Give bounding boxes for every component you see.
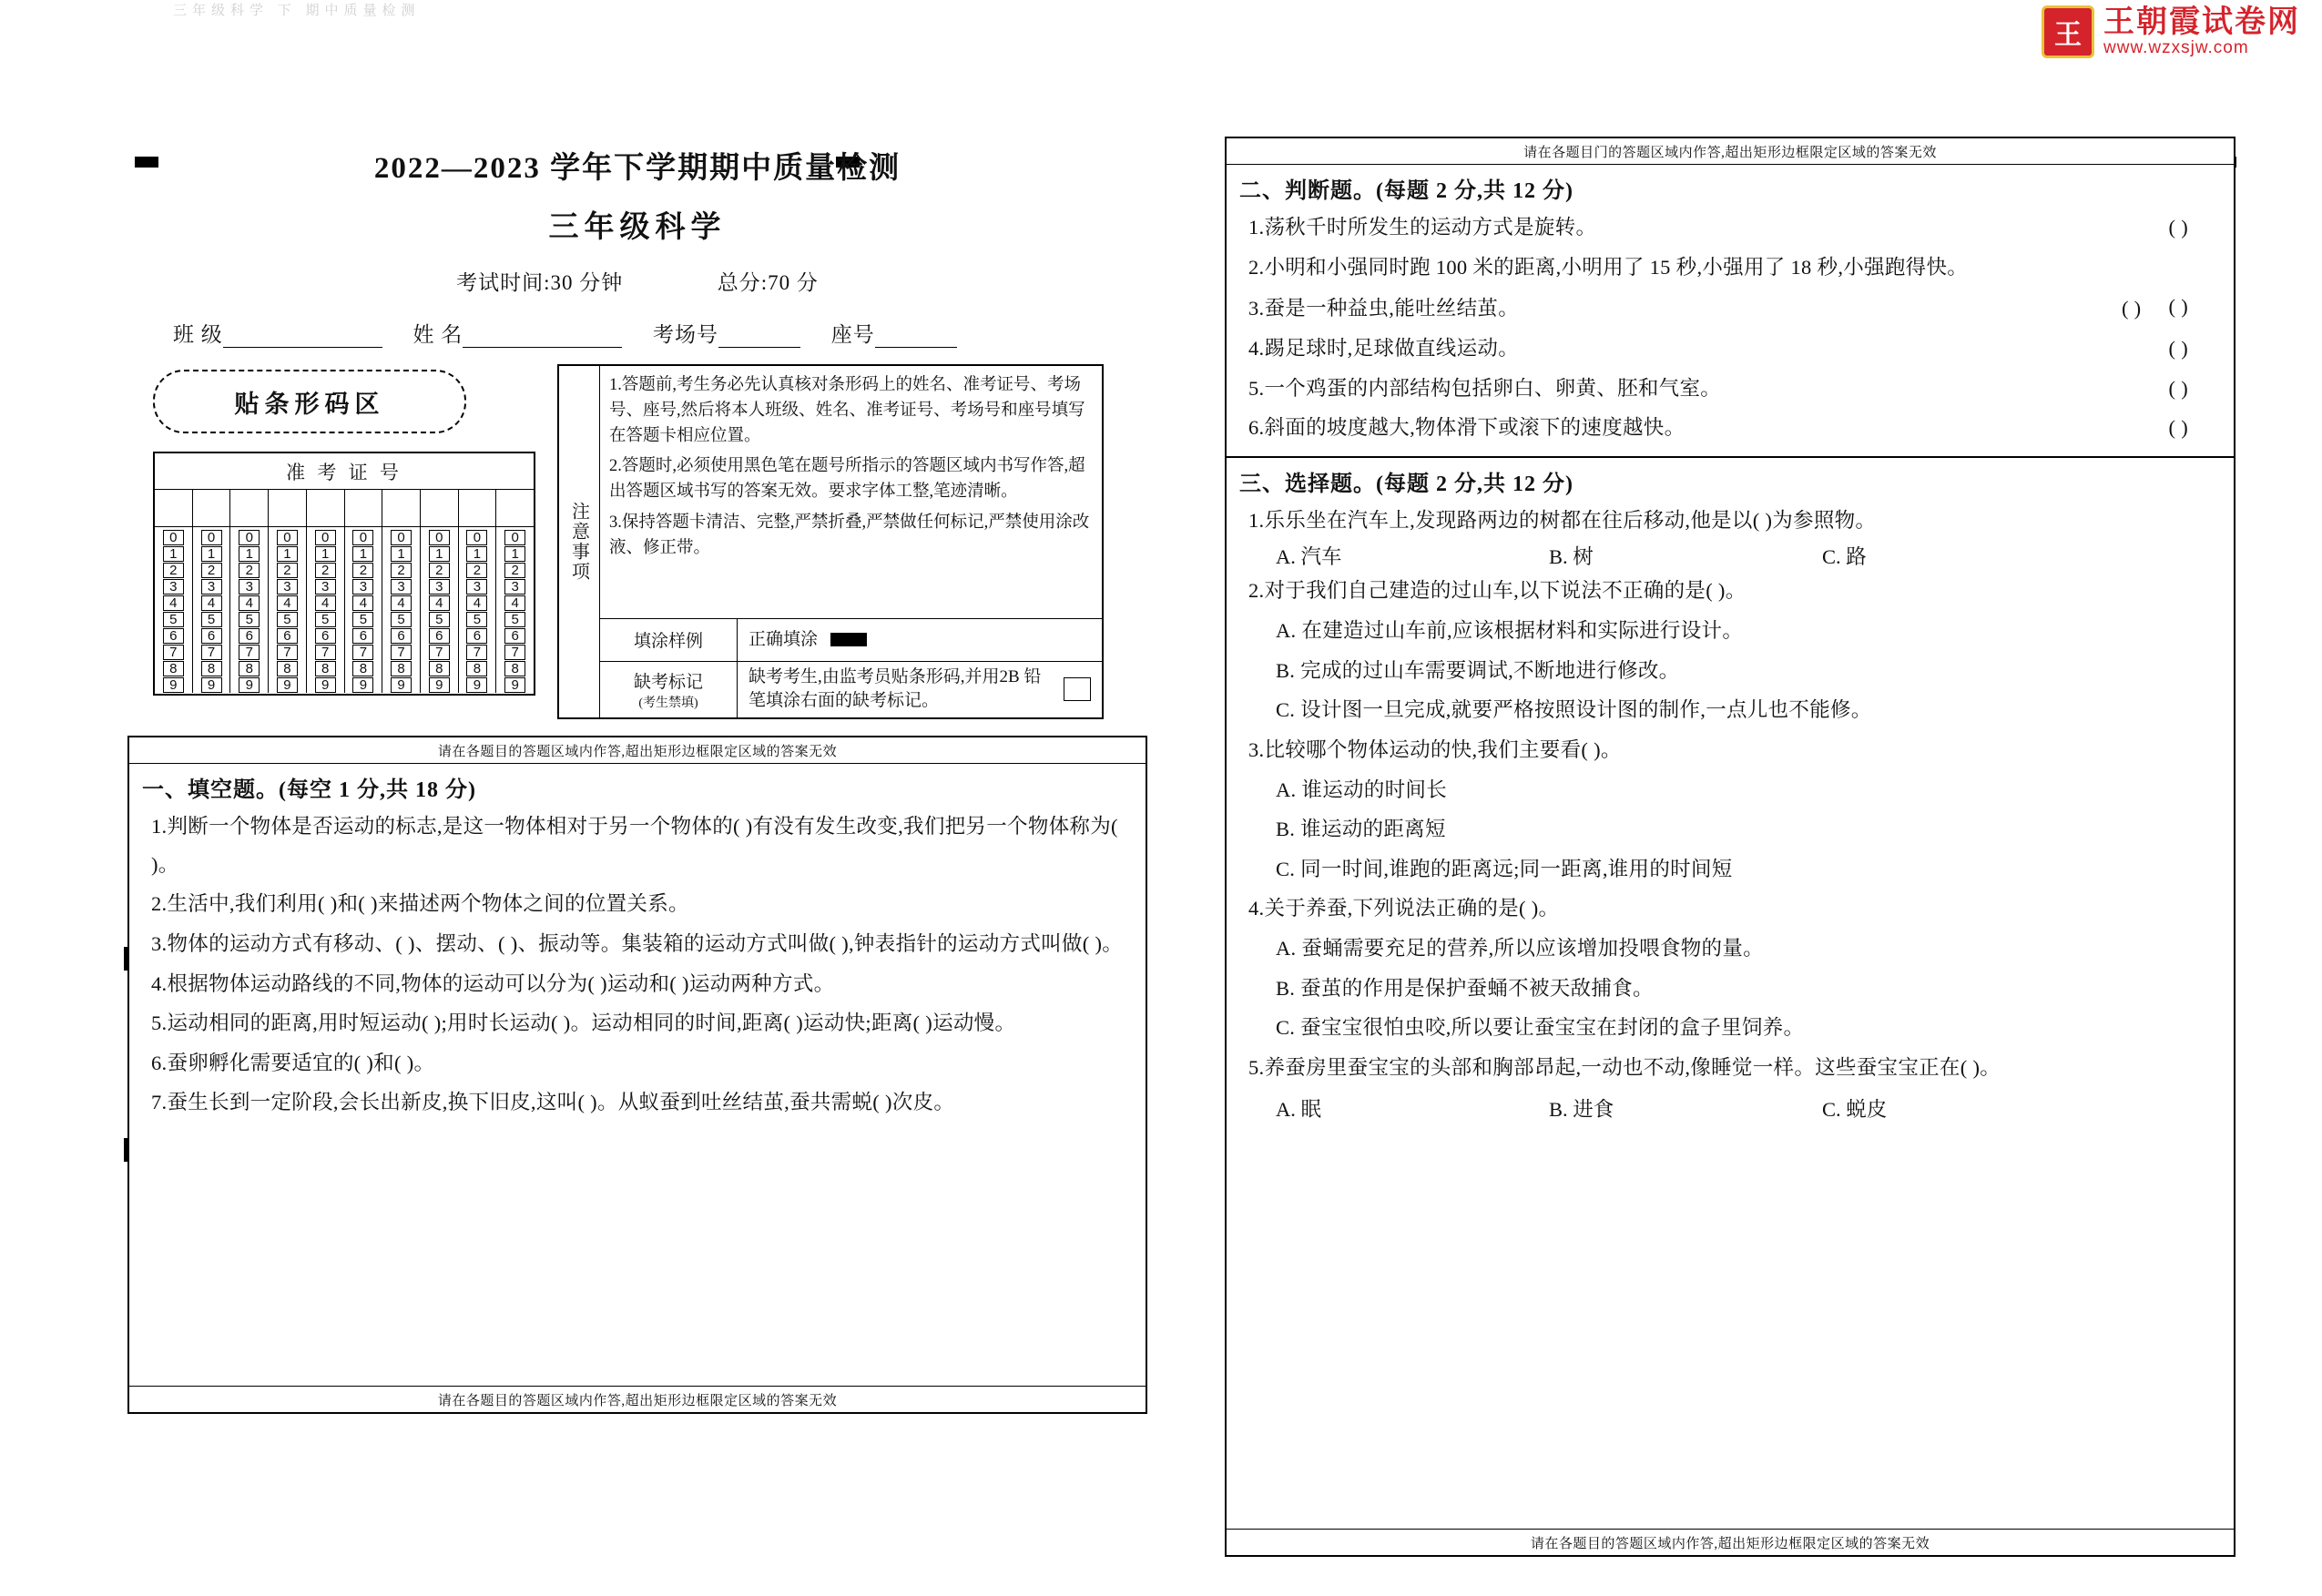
- section1-question: 2.生活中,我们利用( )和( )来描述两个物体之间的位置关系。: [151, 892, 689, 916]
- section2-answer-paren[interactable]: ( ): [2121, 297, 2142, 320]
- admission-digit-cell[interactable]: [269, 490, 307, 526]
- admission-digit-cell[interactable]: [230, 490, 269, 526]
- option[interactable]: A. 谁运动的时间长: [1276, 778, 1447, 801]
- section2-question-text: 6.斜面的坡度越大,物体滑下或滚下的速度越快。: [1248, 416, 1685, 440]
- fill-sample-value: [738, 619, 1102, 661]
- exam-duration: 考试时间:30 分钟: [456, 271, 624, 294]
- admission-bubble[interactable]: 7: [429, 645, 450, 660]
- field-input-seat[interactable]: [875, 323, 957, 348]
- admission-bubble[interactable]: 3: [352, 579, 373, 595]
- admission-bubble[interactable]: 4: [391, 595, 412, 611]
- admission-bubble[interactable]: 6: [391, 628, 412, 644]
- section2-question: [1227, 408, 2234, 456]
- field-input-class[interactable]: [223, 323, 382, 348]
- section2-question: [1227, 208, 2234, 248]
- option[interactable]: C. 设计图一旦完成,就要严格按照设计图的制作,一点儿也不能修。: [1276, 698, 1872, 722]
- admission-bubble[interactable]: 8: [201, 661, 222, 676]
- absent-label-sub: (考生禁填): [638, 696, 698, 710]
- section3-question-stem: 1.乐乐坐在汽车上,发现路两边的树都在往后移动,他是以( )为参照物。: [1248, 508, 1877, 532]
- admission-bubble[interactable]: 6: [163, 628, 184, 644]
- admission-bubble[interactable]: 9: [315, 677, 336, 693]
- admission-bubble[interactable]: 3: [504, 579, 525, 595]
- section3-heading: 三、选择题。(每题 2 分,共 12 分): [1239, 472, 1573, 496]
- admission-bubble[interactable]: 5: [429, 612, 450, 627]
- admission-bubble[interactable]: 3: [466, 579, 487, 595]
- subject-title: 三年级科学: [548, 211, 727, 244]
- faint-header-text: 三年级科学 下 期中质量检测: [173, 4, 421, 18]
- admission-bubble[interactable]: 1: [277, 546, 298, 562]
- notice-item: 1.答题前,考生务必先认真核对条形码上的姓名、准考证号、考场号、座号,然后将本人班级、姓名、准考证号、考场号和座号填写在答题卡相应位置。: [609, 376, 1085, 445]
- field-label-class: 班 级: [173, 323, 223, 346]
- option[interactable]: A. 汽车: [1276, 545, 1342, 569]
- section2-question-text: 4.踢足球时,足球做直线运动。: [1248, 336, 1520, 360]
- fill-sample-text: 正确填涂: [749, 629, 819, 649]
- admission-bubble[interactable]: 1: [504, 546, 525, 562]
- right-answer-box: [1225, 137, 2235, 1557]
- admission-bubble[interactable]: 0: [163, 530, 184, 545]
- admission-bubble[interactable]: 2: [352, 563, 373, 578]
- admission-bubble[interactable]: 8: [239, 661, 260, 676]
- option[interactable]: B. 树: [1549, 545, 1594, 569]
- section2-answer-paren[interactable]: ( ): [2168, 416, 2188, 440]
- admission-bubble[interactable]: 7: [201, 645, 222, 660]
- section3-question-stem: 2.对于我们自己建造的过山车,以下说法不正确的是( )。: [1248, 579, 1747, 603]
- option[interactable]: C. 蚕宝宝很怕虫咬,所以要让蚕宝宝在封闭的盒子里饲养。: [1276, 1016, 1805, 1040]
- section1-heading: 一、填空题。(每空 1 分,共 18 分): [142, 778, 476, 802]
- instruction-strip-bottom-right: 请在各题目的答题区域内作答,超出矩形边框限定区域的答案无效: [1227, 1529, 2234, 1555]
- admission-bubble[interactable]: 9: [201, 677, 222, 693]
- absent-label-text: 缺考标记: [633, 672, 703, 692]
- admission-digit-cell[interactable]: [193, 490, 231, 526]
- option[interactable]: C. 路: [1822, 545, 1867, 569]
- section3-options: [1227, 1088, 2234, 1123]
- section2: [1227, 165, 2234, 456]
- option[interactable]: B. 进食: [1549, 1097, 1614, 1121]
- admission-bubble[interactable]: 6: [239, 628, 260, 644]
- barcode-area[interactable]: 贴条形码区: [153, 370, 466, 433]
- admission-bubble[interactable]: 5: [239, 612, 260, 627]
- section2-question: [1227, 289, 2234, 329]
- admission-bubble[interactable]: 9: [504, 677, 525, 693]
- admission-number-grid[interactable]: [153, 452, 535, 696]
- section3-options: [1227, 540, 2234, 571]
- admission-bubble-column[interactable]: [193, 527, 231, 693]
- admission-bubble[interactable]: 9: [466, 677, 487, 693]
- section2-question: [1227, 369, 2234, 409]
- option[interactable]: C. 同一时间,谁跑的距离远;同一距离,谁用的时间短: [1276, 857, 1733, 880]
- admission-bubble[interactable]: 0: [429, 530, 450, 545]
- admission-bubble[interactable]: 2: [201, 563, 222, 578]
- admission-bubble[interactable]: 3: [163, 579, 184, 595]
- notice-box: [557, 364, 1104, 719]
- admission-bubble[interactable]: 1: [429, 546, 450, 562]
- admission-bubble[interactable]: 7: [391, 645, 412, 660]
- field-label-room: 考场号: [653, 323, 718, 346]
- admission-bubble-column[interactable]: [155, 527, 193, 693]
- admission-bubble[interactable]: 5: [315, 612, 336, 627]
- admission-bubble[interactable]: 9: [239, 677, 260, 693]
- section2-question-text: 2.小明和小强同时跑 100 米的距离,小明用了 15 秒,小强用了 18 秒,小强跑得快。: [1248, 255, 1969, 279]
- admission-bubble[interactable]: 6: [429, 628, 450, 644]
- admission-number-title: 准 考 证 号: [155, 453, 534, 490]
- admission-bubble-column[interactable]: [269, 527, 307, 693]
- admission-bubble[interactable]: 3: [391, 579, 412, 595]
- admission-bubble[interactable]: 5: [201, 612, 222, 627]
- admission-bubble[interactable]: 0: [239, 530, 260, 545]
- admission-bubble[interactable]: 8: [504, 661, 525, 676]
- admission-bubble[interactable]: 8: [315, 661, 336, 676]
- option[interactable]: A. 眠: [1276, 1097, 1321, 1121]
- admission-bubble[interactable]: 1: [391, 546, 412, 562]
- absent-label: [600, 662, 738, 717]
- admission-bubble[interactable]: 3: [429, 579, 450, 595]
- admission-bubble[interactable]: 5: [277, 612, 298, 627]
- section2-question: [1227, 248, 2234, 288]
- admission-bubble[interactable]: 1: [239, 546, 260, 562]
- admission-bubble[interactable]: 3: [239, 579, 260, 595]
- admission-digit-cell[interactable]: [307, 490, 345, 526]
- admission-bubble[interactable]: 9: [429, 677, 450, 693]
- logo-title: 王朝霞试卷网: [2103, 5, 2300, 40]
- exam-total: 总分:70 分: [717, 271, 819, 294]
- section1-question: 7.蚕生长到一定阶段,会长出新皮,换下旧皮,这叫( )。从蚁蚕到吐丝结茧,蚕共需蜕( )次皮。: [151, 1091, 955, 1114]
- admission-bubble[interactable]: 2: [391, 563, 412, 578]
- admission-bubble[interactable]: 7: [352, 645, 373, 660]
- admission-bubble[interactable]: 6: [352, 628, 373, 644]
- admission-bubble[interactable]: 8: [429, 661, 450, 676]
- section3-question-stem: 4.关于养蚕,下列说法正确的是( )。: [1248, 897, 1560, 920]
- admission-bubble[interactable]: 0: [391, 530, 412, 545]
- admission-bubble[interactable]: 9: [277, 677, 298, 693]
- admission-bubble[interactable]: 7: [504, 645, 525, 660]
- admission-bubble[interactable]: 6: [201, 628, 222, 644]
- absent-text: 缺考考生,由监考员贴条形码,并用2B 铅笔填涂右面的缺考标记。: [749, 666, 1042, 711]
- option[interactable]: A. 蚕蛹需要充足的营养,所以应该增加投喂食物的量。: [1276, 937, 1764, 960]
- admission-bubble[interactable]: 5: [466, 612, 487, 627]
- absent-mark-row: [600, 661, 1102, 717]
- admission-bubble[interactable]: 3: [277, 579, 298, 595]
- admission-bubble-column[interactable]: [230, 527, 269, 693]
- field-input-room[interactable]: [718, 323, 800, 348]
- section3-question-stem: 5.养蚕房里蚕宝宝的头部和胸部昂起,一动也不动,像睡觉一样。这些蚕宝宝正在( )。: [1248, 1055, 2001, 1079]
- admission-bubble-column[interactable]: [382, 527, 421, 693]
- option[interactable]: A. 在建造过山车前,应该根据材料和实际进行设计。: [1276, 619, 1744, 642]
- admission-bubble[interactable]: 0: [466, 530, 487, 545]
- admission-bubble-column[interactable]: [345, 527, 383, 693]
- fill-sample-label: 填涂样例: [600, 619, 738, 661]
- admission-bubble[interactable]: 3: [201, 579, 222, 595]
- admission-bubble[interactable]: 7: [163, 645, 184, 660]
- admission-bubble[interactable]: 4: [352, 595, 373, 611]
- admission-bubble[interactable]: 8: [163, 661, 184, 676]
- admission-bubble[interactable]: 4: [504, 595, 525, 611]
- admission-bubble[interactable]: 7: [277, 645, 298, 660]
- admission-bubble[interactable]: 6: [315, 628, 336, 644]
- section1-question: 4.根据物体运动路线的不同,物体的运动可以分为( )运动和( )运动两种方式。: [151, 971, 835, 995]
- admission-bubble[interactable]: 4: [277, 595, 298, 611]
- admission-bubble[interactable]: 6: [277, 628, 298, 644]
- admission-bubble[interactable]: 7: [239, 645, 260, 660]
- admission-bubble[interactable]: 2: [277, 563, 298, 578]
- section2-answer-paren[interactable]: ( ): [2168, 216, 2188, 239]
- section1-box: [127, 736, 1147, 1414]
- admission-bubble[interactable]: 1: [466, 546, 487, 562]
- admission-bubble[interactable]: 2: [163, 563, 184, 578]
- option[interactable]: B. 蚕茧的作用是保护蚕蛹不被天敌捕食。: [1276, 976, 1654, 1000]
- section1-question: 3.物体的运动方式有移动、( )、摆动、( )、振动等。集装箱的运动方式叫做( ),钟表指针的运动方式叫做( )。: [151, 931, 1124, 955]
- admission-digit-cell[interactable]: [459, 490, 497, 526]
- exam-meta: [127, 266, 1147, 296]
- notice-label: [559, 366, 600, 717]
- admission-bubble[interactable]: 2: [429, 563, 450, 578]
- barcode-and-notice: [127, 364, 1147, 719]
- notice-item: 2.答题时,必须使用黑色笔在题号所指示的答题区域内书写作答,超出答题区域书写的答案无效。要求字体工整,笔迹清晰。: [609, 457, 1085, 501]
- admission-bubble[interactable]: 4: [201, 595, 222, 611]
- admission-bubble[interactable]: 3: [315, 579, 336, 595]
- section3: [1227, 458, 2234, 1123]
- admission-bubble[interactable]: 4: [466, 595, 487, 611]
- admission-bubble[interactable]: 7: [315, 645, 336, 660]
- admission-bubble[interactable]: 2: [466, 563, 487, 578]
- admission-bubble-column[interactable]: [459, 527, 497, 693]
- admission-digit-cell[interactable]: [496, 490, 534, 526]
- admission-bubble-grid[interactable]: [155, 526, 534, 693]
- admission-bubble[interactable]: 7: [466, 645, 487, 660]
- notice-text: [600, 366, 1102, 618]
- admission-bubble[interactable]: 0: [352, 530, 373, 545]
- admission-bubble[interactable]: 0: [504, 530, 525, 545]
- absent-value: [738, 662, 1102, 717]
- section2-answer-paren[interactable]: ( ): [2168, 336, 2188, 360]
- admission-bubble[interactable]: 1: [352, 546, 373, 562]
- admission-bubble[interactable]: 9: [391, 677, 412, 693]
- field-input-name[interactable]: [463, 323, 622, 348]
- student-fields: [127, 318, 1147, 348]
- section2-answer-paren[interactable]: ( ): [2168, 295, 2188, 319]
- right-column: [1225, 137, 2235, 1566]
- absent-mark-bubble[interactable]: [1064, 677, 1091, 701]
- admission-bubble[interactable]: 5: [504, 612, 525, 627]
- admission-bubble[interactable]: 1: [201, 546, 222, 562]
- admission-bubble-column[interactable]: [421, 527, 459, 693]
- section1-question: 6.蚕卵孵化需要适宜的( )和( )。: [151, 1051, 435, 1074]
- option[interactable]: B. 谁运动的距离短: [1276, 818, 1446, 841]
- admission-bubble[interactable]: 2: [504, 563, 525, 578]
- admission-bubble[interactable]: 2: [315, 563, 336, 578]
- notice-label-text: 注意事项: [568, 502, 589, 582]
- admission-bubble[interactable]: 4: [239, 595, 260, 611]
- section2-question-text: 3.蚕是一种益虫,能吐丝结茧。: [1248, 297, 1520, 320]
- admission-bubble[interactable]: 8: [352, 661, 373, 676]
- section2-answer-paren[interactable]: ( ): [2168, 376, 2188, 400]
- section1-question: 1.判断一个物体是否运动的标志,是这一物体相对于另一个物体的( )有没有发生改变,我们把另一个物体称为( )。: [151, 815, 1118, 876]
- site-logo: [2042, 5, 2300, 58]
- instruction-strip-bottom: 请在各题目的答题区域内作答,超出矩形边框限定区域的答案无效: [129, 1386, 1146, 1412]
- admission-digit-cell[interactable]: [155, 490, 193, 526]
- field-label-name: 姓 名: [412, 323, 463, 346]
- admission-bubble[interactable]: 4: [315, 595, 336, 611]
- section1-question: 5.运动相同的距离,用时短运动( );用时长运动( )。运动相同的时间,距离( )运动快;距离( )运动慢。: [151, 1011, 1016, 1035]
- exam-header: [127, 144, 1147, 348]
- section3-question-stem: 3.比较哪个物体运动的快,我们主要看( )。: [1248, 737, 1622, 761]
- section2-question-text: 5.一个鸡蛋的内部结构包括卵白、卵黄、胚和气室。: [1248, 376, 1722, 400]
- admission-digit-cell[interactable]: [421, 490, 459, 526]
- admission-bubble[interactable]: 6: [466, 628, 487, 644]
- admission-bubble[interactable]: 0: [277, 530, 298, 545]
- admission-bubble[interactable]: 5: [163, 612, 184, 627]
- section2-heading: 二、判断题。(每题 2 分,共 12 分): [1239, 179, 1573, 203]
- admission-bubble[interactable]: 8: [391, 661, 412, 676]
- admission-bubble[interactable]: 2: [239, 563, 260, 578]
- admission-bubble[interactable]: 1: [315, 546, 336, 562]
- admission-bubble[interactable]: 1: [163, 546, 184, 562]
- admission-bubble[interactable]: 4: [163, 595, 184, 611]
- admission-number-entry-row[interactable]: [155, 490, 534, 526]
- section2-question: [1227, 329, 2234, 369]
- admission-bubble[interactable]: 0: [315, 530, 336, 545]
- field-label-seat: 座号: [830, 323, 875, 346]
- admission-bubble-column[interactable]: [307, 527, 345, 693]
- filled-bubble-icon: [830, 633, 867, 646]
- admission-digit-cell[interactable]: [382, 490, 421, 526]
- instruction-strip-top-right: 请在各题目门的答题区域内作答,超出矩形边框限定区域的答案无效: [1227, 138, 2234, 165]
- admission-bubble[interactable]: 6: [504, 628, 525, 644]
- admission-bubble[interactable]: 8: [277, 661, 298, 676]
- option[interactable]: B. 完成的过山车需要调试,不断地进行修改。: [1276, 658, 1680, 682]
- fill-sample-row: [600, 618, 1102, 661]
- admission-bubble[interactable]: 9: [352, 677, 373, 693]
- option[interactable]: C. 蜕皮: [1822, 1097, 1888, 1121]
- admission-bubble-column[interactable]: [496, 527, 534, 693]
- admission-bubble[interactable]: 9: [163, 677, 184, 693]
- logo-badge-icon: 王: [2042, 5, 2094, 58]
- page-title: 2022—2023 学年下学期期中质量检测: [373, 152, 901, 185]
- notice-item: 3.保持答题卡清洁、完整,严禁折叠,严禁做任何标记,严禁使用涂改液、修正带。: [609, 513, 1090, 557]
- admission-bubble[interactable]: 4: [429, 595, 450, 611]
- admission-digit-cell[interactable]: [345, 490, 383, 526]
- admission-bubble[interactable]: 8: [466, 661, 487, 676]
- admission-bubble[interactable]: 0: [201, 530, 222, 545]
- instruction-strip-top: 请在各题目的答题区域内作答,超出矩形边框限定区域的答案无效: [129, 737, 1146, 764]
- left-column: [127, 137, 1147, 1557]
- logo-url: www.wzxsjw.com: [2103, 37, 2249, 57]
- admission-bubble[interactable]: 5: [352, 612, 373, 627]
- section2-question-text: 1.荡秋千时所发生的运动方式是旋转。: [1248, 216, 1597, 239]
- admission-bubble[interactable]: 5: [391, 612, 412, 627]
